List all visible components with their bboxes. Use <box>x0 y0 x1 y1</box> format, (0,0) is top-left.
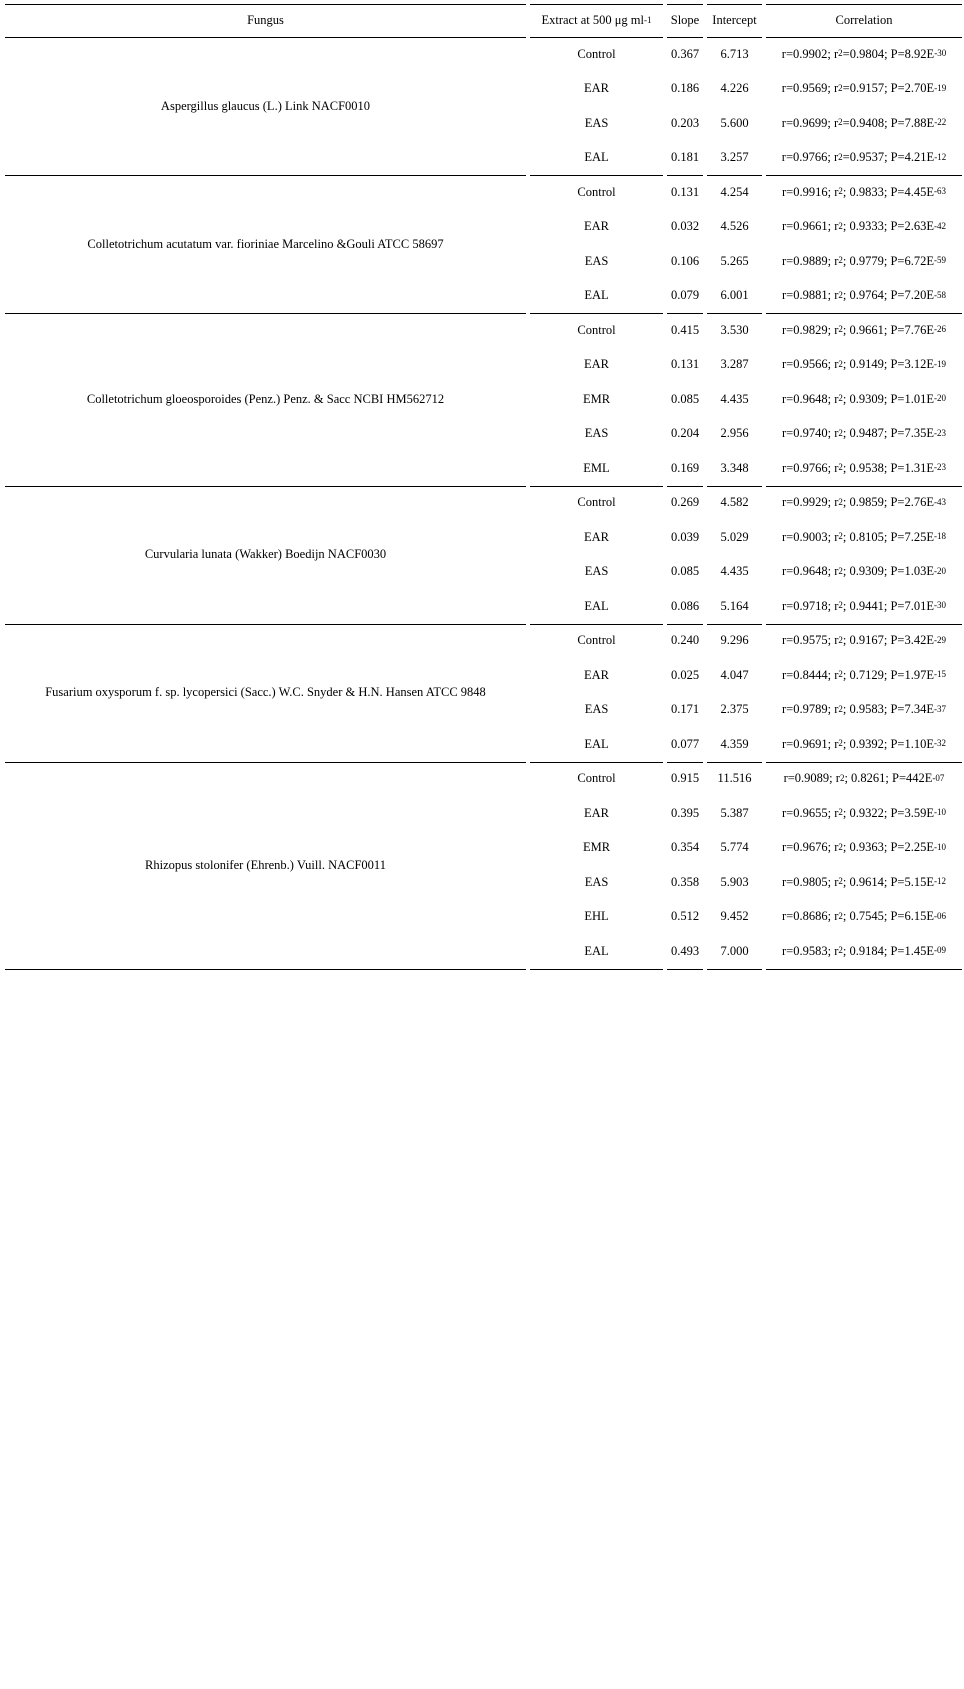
slope-cell: 0.395 <box>670 805 700 820</box>
slope-cell: 0.077 <box>670 736 700 751</box>
correlation-cell: r=0.9916; r $^2$ ; 0.9833; P=4.45E $^{-63}$ <box>782 184 946 199</box>
slope-cell: 0.358 <box>670 874 700 889</box>
intercept-cell: 7.000 <box>720 943 749 958</box>
extract-cell: EAR <box>584 805 609 820</box>
corr-r: r=0.9575; r <box>782 633 839 648</box>
corr-r: r=0.9929; r <box>782 495 839 510</box>
corr-r: r=0.9881; r <box>782 288 839 303</box>
extract-cell: Control <box>577 633 616 648</box>
table-body <box>5 37 962 971</box>
intercept-cell: 5.164 <box>720 598 749 613</box>
correlation-cell: r=0.9655; r $^2$ ; 0.9322; P=3.59E $^{-10}$ <box>782 805 946 820</box>
extract-cell: EAR <box>584 529 609 544</box>
slope-cell: 0.169 <box>670 460 700 475</box>
correlation-cell: r=0.9889; r $^2$ ; 0.9779; P=6.72E $^{-59}$ <box>782 253 946 268</box>
corr-r: r=0.9740; r <box>782 426 839 441</box>
intercept-cell: 6.001 <box>720 288 749 303</box>
extract-cell: EAL <box>584 288 609 303</box>
corr-rest: =0.9537; P=4.21E <box>842 150 935 165</box>
table-row <box>5 279 962 314</box>
correlation-cell: r=0.9829; r $^2$ ; 0.9661; P=7.76E $^{-26}$ <box>782 322 946 337</box>
slope-cell: 0.131 <box>670 184 700 199</box>
slope-cell: 0.915 <box>670 771 700 786</box>
corr-r: r=0.9902; r <box>781 46 839 61</box>
extract-cell: EHL <box>584 909 609 924</box>
correlation-cell: r=0.9929; r $^2$ ; 0.9859; P=2.76E $^{-43}$ <box>782 495 946 510</box>
slope-cell: 0.493 <box>670 943 700 958</box>
table-row <box>5 934 962 969</box>
extract-cell: EMR <box>582 840 611 855</box>
slope-cell: 0.086 <box>670 598 700 613</box>
extract-cell: EAR <box>584 667 609 682</box>
slope-cell: 0.025 <box>670 667 700 682</box>
corr-rest: ; 0.9167; P=3.42E <box>842 633 934 648</box>
corr-r: r=0.9789; r <box>782 702 839 717</box>
corr-r: r=0.8444; r <box>782 667 839 682</box>
corr-r: r=0.9089; r <box>783 771 840 786</box>
table-row <box>5 37 962 72</box>
slope-cell: 0.186 <box>670 81 700 96</box>
fungus-group <box>5 37 962 175</box>
rule <box>530 969 663 970</box>
fungus-group <box>5 486 962 624</box>
intercept-cell: 5.600 <box>720 115 749 130</box>
correlation-cell: r=0.9718; r $^2$ ; 0.9441; P=7.01E $^{-30}$ <box>782 598 946 613</box>
correlation-cell: r=0.9648; r $^2$ ; 0.9309; P=1.01E $^{-20}$ <box>782 391 946 406</box>
corr-rest: =0.9157; P=2.70E <box>842 81 935 96</box>
fungus-group <box>5 762 962 969</box>
slope-cell: 0.203 <box>670 115 700 130</box>
extract-cell: EAS <box>584 426 609 441</box>
correlation-cell: r=0.9089; r $^2$ ; 0.8261; P=442E $^{-07}$ <box>783 771 945 786</box>
header-slope: Slope <box>670 13 700 27</box>
table-row <box>5 417 962 452</box>
correlation-cell: r=0.9902; r $^2$ =0.9804; P=8.92E $^{-30}$ <box>781 46 947 61</box>
intercept-cell: 4.359 <box>720 736 749 751</box>
corr-r: r=0.9718; r <box>782 598 839 613</box>
table-row <box>5 72 962 107</box>
intercept-cell: 11.516 <box>717 771 752 786</box>
slope-cell: 0.032 <box>670 219 700 234</box>
correlation-cell: r=0.9661; r $^2$ ; 0.9333; P=2.63E $^{-42}$ <box>782 219 946 234</box>
intercept-cell: 2.375 <box>720 702 749 717</box>
header-extract: Extract at 500 μg ml $^{-1}$ <box>541 13 652 27</box>
extract-cell: Control <box>577 771 616 786</box>
corr-rest: =0.9804; P=8.92E <box>842 46 935 61</box>
table-row <box>5 796 962 831</box>
intercept-cell: 2.956 <box>720 426 749 441</box>
slope-cell: 0.085 <box>670 391 700 406</box>
corr-rest: ; 0.9583; P=7.34E <box>842 702 934 717</box>
correlation-cell: r=0.9805; r $^2$ ; 0.9614; P=5.15E $^{-12}$ <box>782 874 946 889</box>
fungus-name: Fusarium oxysporum f. sp. lycopersici (Sacc.) W.C. Snyder & H.N. Hansen ATCC 9848 <box>45 685 486 699</box>
corr-r: r=0.9766; r <box>781 150 839 165</box>
intercept-cell: 9.296 <box>720 633 749 648</box>
intercept-cell: 3.257 <box>720 150 749 165</box>
fungus-group <box>5 175 962 313</box>
intercept-cell: 5.774 <box>720 840 749 855</box>
extract-cell: EAL <box>584 598 609 613</box>
corr-r: r=0.9566; r <box>782 357 839 372</box>
fungus-group <box>5 624 962 762</box>
correlation-cell: r=0.9676; r $^2$ ; 0.9363; P=2.25E $^{-10}$ <box>782 840 946 855</box>
intercept-cell: 6.713 <box>720 46 749 61</box>
table-row <box>5 141 962 176</box>
intercept-cell: 4.254 <box>720 184 749 199</box>
intercept-cell: 5.029 <box>720 529 749 544</box>
correlation-cell: r=0.9566; r $^2$ ; 0.9149; P=3.12E $^{-19}$ <box>782 357 946 372</box>
corr-rest: ; 0.9764; P=7.20E <box>842 288 934 303</box>
intercept-cell: 9.452 <box>720 909 749 924</box>
corr-r: r=0.9655; r <box>782 805 839 820</box>
corr-rest: ; 0.9184; P=1.45E <box>842 943 934 958</box>
slope-cell: 0.131 <box>670 357 700 372</box>
header-intercept: Intercept <box>712 13 757 27</box>
corr-rest: =0.9408; P=7.88E <box>842 115 935 130</box>
fungus-name: Curvularia lunata (Wakker) Boedijn NACF0030 <box>144 547 387 561</box>
corr-r: r=0.9699; r <box>781 115 839 130</box>
corr-r: r=0.9676; r <box>782 840 839 855</box>
corr-r: r=0.9766; r <box>782 460 839 475</box>
rule <box>707 969 762 970</box>
corr-r: r=0.8686; r <box>782 909 839 924</box>
extract-cell: EAR <box>584 219 609 234</box>
slope-cell: 0.039 <box>670 529 700 544</box>
slope-cell: 0.415 <box>670 322 700 337</box>
intercept-cell: 4.435 <box>720 391 749 406</box>
intercept-cell: 3.530 <box>720 322 749 337</box>
correlation-cell: r=0.9003; r $^2$ ; 0.8105; P=7.25E $^{-18}$ <box>782 529 946 544</box>
fungus-group <box>5 313 962 486</box>
corr-rest: ; 0.7129; P=1.97E <box>842 667 934 682</box>
fungus-name: Rhizopus stolonifer (Ehrenb.) Vuill. NACF0011 <box>145 857 386 872</box>
corr-r: r=0.9569; r <box>781 81 839 96</box>
results-table <box>5 4 962 971</box>
header-row <box>5 4 962 37</box>
slope-cell: 0.079 <box>670 288 700 303</box>
correlation-cell: r=0.9575; r $^2$ ; 0.9167; P=3.42E $^{-29}$ <box>782 633 946 648</box>
corr-rest: ; 0.9779; P=6.72E <box>842 253 934 268</box>
correlation-cell: r=0.9699; r $^2$ =0.9408; P=7.88E $^{-22}$ <box>781 115 947 130</box>
rule <box>667 969 703 970</box>
intercept-cell: 5.265 <box>720 253 749 268</box>
corr-r: r=0.9805; r <box>782 874 839 889</box>
table-row <box>5 624 962 659</box>
extract-cell: EAR <box>584 357 609 372</box>
correlation-cell: r=0.9766; r $^2$ =0.9537; P=4.21E $^{-12}$ <box>781 150 947 165</box>
corr-r: r=0.9648; r <box>782 564 839 579</box>
corr-r: r=0.9648; r <box>782 391 839 406</box>
table-row <box>5 555 962 590</box>
correlation-cell: r=0.9648; r $^2$ ; 0.9309; P=1.03E $^{-20}$ <box>782 564 946 579</box>
slope-cell: 0.181 <box>670 150 700 165</box>
corr-rest: ; 0.8261; P=442E <box>844 771 933 786</box>
table-row <box>5 693 962 728</box>
slope-cell: 0.354 <box>670 840 700 855</box>
extract-cell: Control <box>577 46 616 61</box>
extract-cell: EML <box>583 460 610 475</box>
extract-cell: EAL <box>584 150 609 165</box>
extract-cell: EAS <box>584 702 609 717</box>
intercept-cell: 4.526 <box>720 219 749 234</box>
corr-rest: ; 0.9833; P=4.45E <box>842 184 934 199</box>
correlation-cell: r=0.8686; r $^2$ ; 0.7545; P=6.15E $^{-06}$ <box>782 909 946 924</box>
table-row <box>5 589 962 624</box>
table-row <box>5 244 962 279</box>
extract-cell: Control <box>577 184 616 199</box>
extract-cell: EMR <box>582 391 611 406</box>
corr-rest: ; 0.9309; P=1.03E <box>842 564 934 579</box>
corr-rest: ; 0.9661; P=7.76E <box>842 322 934 337</box>
corr-rest: ; 0.9333; P=2.63E <box>842 219 934 234</box>
corr-rest: ; 0.9441; P=7.01E <box>842 598 934 613</box>
corr-rest: ; 0.9322; P=3.59E <box>842 805 934 820</box>
slope-cell: 0.085 <box>670 564 700 579</box>
table-row <box>5 175 962 210</box>
extract-cell: EAL <box>584 943 609 958</box>
correlation-cell: r=0.9881; r $^2$ ; 0.9764; P=7.20E $^{-58}$ <box>782 288 946 303</box>
corr-r: r=0.9583; r <box>782 943 839 958</box>
extract-cell: EAS <box>584 115 609 130</box>
slope-cell: 0.171 <box>670 702 700 717</box>
corr-r: r=0.9003; r <box>782 529 839 544</box>
corr-rest: ; 0.9487; P=7.35E <box>842 426 934 441</box>
correlation-cell: r=0.9569; r $^2$ =0.9157; P=2.70E $^{-19}$ <box>781 81 947 96</box>
intercept-cell: 5.387 <box>720 805 749 820</box>
intercept-cell: 4.582 <box>720 495 749 510</box>
fungus-name: Colletotrichum acutatum var. fioriniae Marcelino &Gouli ATCC 58697 <box>87 236 444 251</box>
table-row <box>5 520 962 555</box>
table-row <box>5 382 962 417</box>
table-row <box>5 313 962 348</box>
table-row <box>5 762 962 797</box>
table-row <box>5 865 962 900</box>
corr-rest: ; 0.9309; P=1.01E <box>842 391 934 406</box>
fungus-name: Colletotrichum gloeosporoides (Penz.) Penz. & Sacc NCBI HM562712 <box>86 391 445 406</box>
table-row <box>5 348 962 383</box>
corr-rest: ; 0.9614; P=5.15E <box>842 874 934 889</box>
extract-cell: EAS <box>584 564 609 579</box>
intercept-cell: 3.348 <box>720 460 749 475</box>
corr-r: r=0.9691; r <box>782 736 839 751</box>
correlation-cell: r=0.9740; r $^2$ ; 0.9487; P=7.35E $^{-23}$ <box>782 426 946 441</box>
table-row <box>5 106 962 141</box>
table-row <box>5 831 962 866</box>
slope-cell: 0.512 <box>670 909 700 924</box>
corr-rest: ; 0.8105; P=7.25E <box>842 529 934 544</box>
correlation-cell: r=0.9766; r $^2$ ; 0.9538; P=1.31E $^{-23}$ <box>782 460 946 475</box>
intercept-cell: 4.435 <box>720 564 749 579</box>
table-row <box>5 451 962 486</box>
header-correlation: Correlation <box>835 13 893 27</box>
corr-rest: ; 0.9859; P=2.76E <box>842 495 934 510</box>
extract-cell: EAS <box>584 874 609 889</box>
extract-cell: EAL <box>584 736 609 751</box>
slope-cell: 0.240 <box>670 633 700 648</box>
table-row <box>5 900 962 935</box>
corr-r: r=0.9916; r <box>782 184 839 199</box>
table-row <box>5 486 962 521</box>
fungus-name: Aspergillus glaucus (L.) Link NACF0010 <box>160 98 371 113</box>
rule <box>5 969 526 970</box>
correlation-cell: r=0.9691; r $^2$ ; 0.9392; P=1.10E $^{-32}$ <box>782 736 946 751</box>
slope-cell: 0.204 <box>670 426 700 441</box>
header-fungus: Fungus <box>247 13 284 27</box>
corr-rest: ; 0.7545; P=6.15E <box>842 909 934 924</box>
corr-r: r=0.9829; r <box>782 322 839 337</box>
extract-cell: EAS <box>584 253 609 268</box>
correlation-cell: r=0.8444; r $^2$ ; 0.7129; P=1.97E $^{-15}$ <box>782 667 946 682</box>
corr-r: r=0.9889; r <box>782 253 839 268</box>
correlation-cell: r=0.9789; r $^2$ ; 0.9583; P=7.34E $^{-37}$ <box>782 702 946 717</box>
intercept-cell: 4.047 <box>720 667 749 682</box>
slope-cell: 0.367 <box>670 46 700 61</box>
slope-cell: 0.269 <box>670 495 700 510</box>
correlation-cell: r=0.9583; r $^2$ ; 0.9184; P=1.45E $^{-09}$ <box>782 943 946 958</box>
corr-rest: ; 0.9538; P=1.31E <box>842 460 934 475</box>
corr-rest: ; 0.9363; P=2.25E <box>842 840 934 855</box>
intercept-cell: 5.903 <box>720 874 749 889</box>
extract-cell: Control <box>577 322 616 337</box>
intercept-cell: 4.226 <box>720 81 749 96</box>
bottom-rule <box>5 969 962 971</box>
corr-rest: ; 0.9392; P=1.10E <box>842 736 934 751</box>
corr-rest: ; 0.9149; P=3.12E <box>842 357 934 372</box>
extract-cell: Control <box>577 495 616 510</box>
rule <box>766 969 962 970</box>
table-row <box>5 727 962 762</box>
slope-cell: 0.106 <box>670 253 700 268</box>
extract-cell: EAR <box>584 81 609 96</box>
header-extract-label: Extract at 500 μg ml <box>541 13 644 27</box>
intercept-cell: 3.287 <box>720 357 749 372</box>
corr-r: r=0.9661; r <box>782 219 839 234</box>
table-row <box>5 658 962 693</box>
table-row <box>5 210 962 245</box>
